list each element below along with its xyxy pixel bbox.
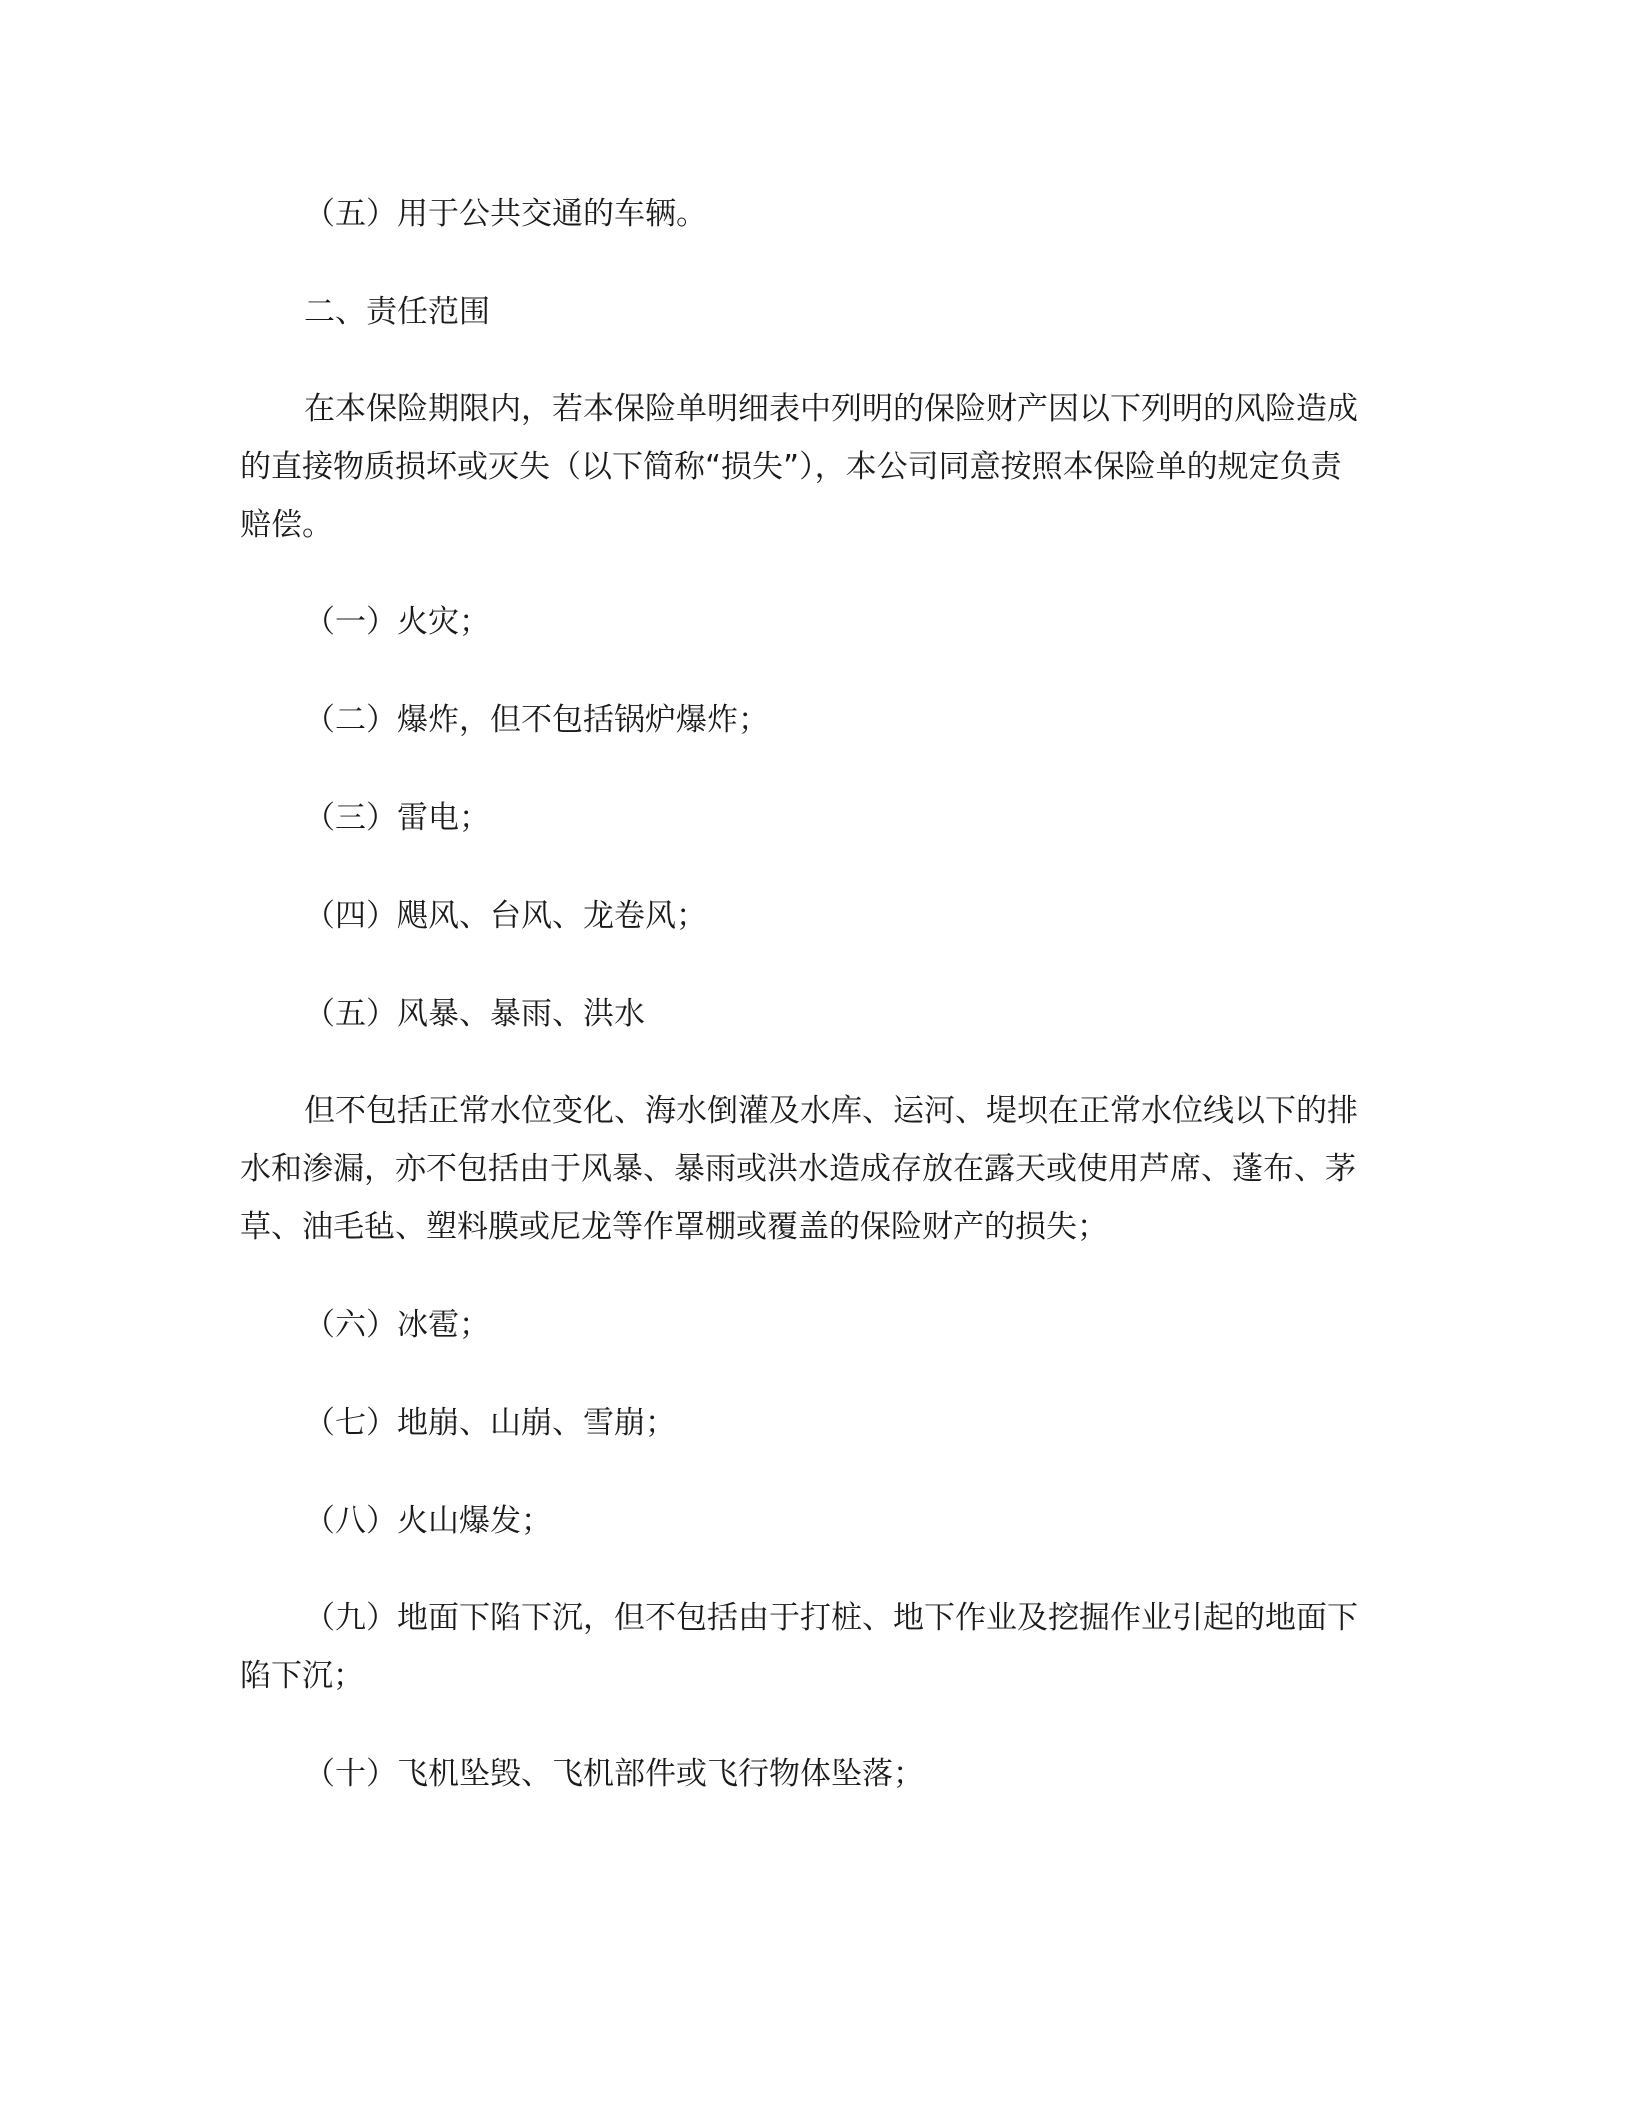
list-item-hurricane: （四）飓风、台风、龙卷风； xyxy=(304,898,707,934)
list-item-ground-subsidence: （九）地面下陷下沉，但不包括由于打桩、地下作业及挖掘作业引起的地面下陷下沉； xyxy=(240,1600,1358,1694)
list-item-aircraft-crash: （十）飞机坠毁、飞机部件或飞行物体坠落； xyxy=(304,1756,924,1792)
section-heading-liability-scope: 二、责任范围 xyxy=(304,294,490,330)
list-item-hail: （六）冰雹； xyxy=(304,1307,490,1343)
list-item-storm-flood: （五）风暴、暴雨、洪水 xyxy=(304,996,645,1032)
list-item-lightning: （三）雷电； xyxy=(304,800,490,836)
list-item-volcanic-eruption: （八）火山爆发； xyxy=(304,1503,552,1539)
paragraph-storm-exclusions: 但不包括正常水位变化、海水倒灌及水库、运河、堤坝在正常水位线以下的排水和渗漏，亦不包括由于风暴、暴雨或洪水造成存放在露天或使用芦席、蓬布、茅草、油毛毡、塑料膜或尼龙等作罩棚或覆盖的保险财产的损失； xyxy=(240,1093,1358,1245)
paragraph-liability-intro: 在本保险期限内，若本保险单明细表中列明的保险财产因以下列明的风险造成的直接物质损坏或灭失（以下简称“损失”），本公司同意按照本保险单的规定负责赔偿。 xyxy=(240,391,1358,543)
list-item-explosion: （二）爆炸，但不包括锅炉爆炸； xyxy=(304,702,769,738)
list-item-fire: （一）火灾； xyxy=(304,604,490,640)
list-item-landslide: （七）地崩、山崩、雪崩； xyxy=(304,1405,676,1441)
paragraph-item-5-public-transport: （五）用于公共交通的车辆。 xyxy=(304,196,707,232)
